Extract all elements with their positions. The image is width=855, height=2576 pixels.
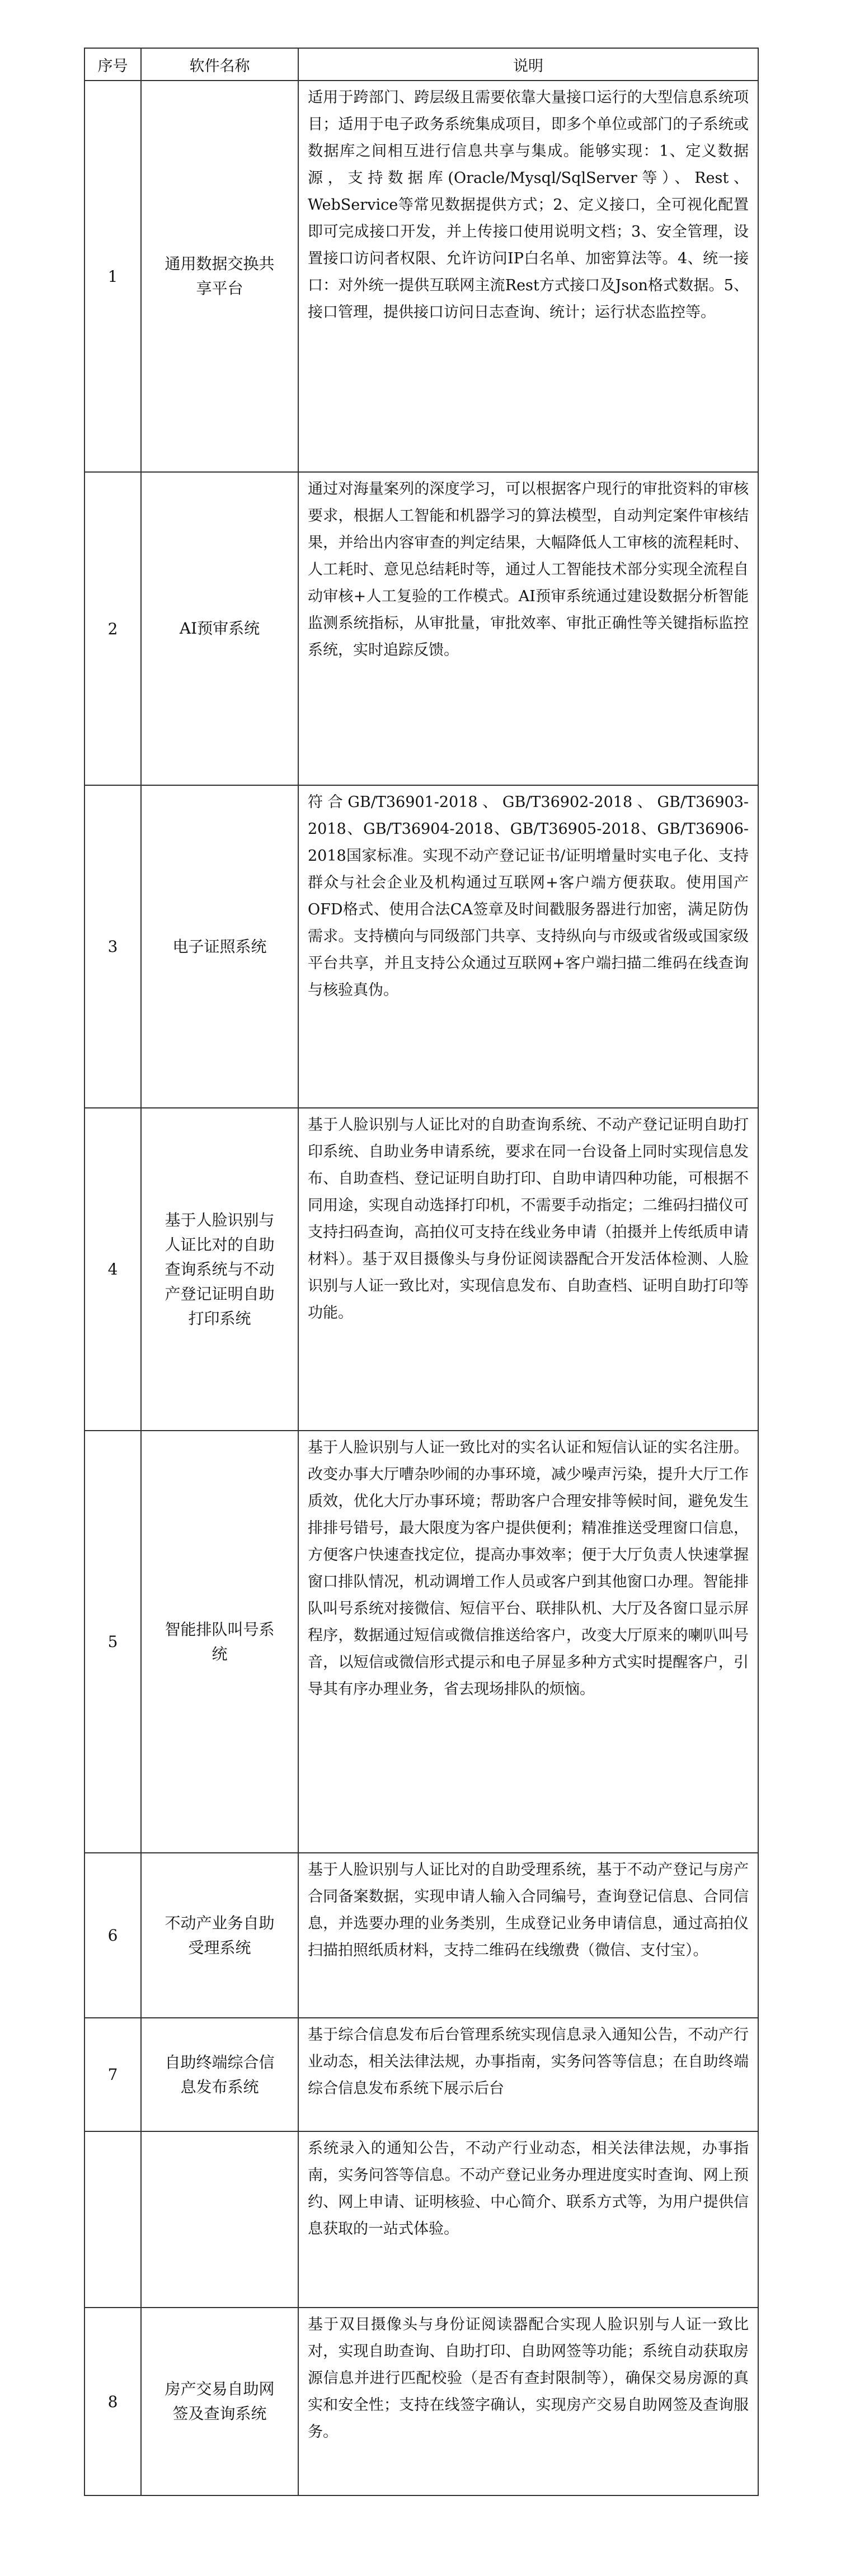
software-description: 基于双目摄像头与身份证阅读器配合实现人脸识别与人证一致比对，实现自助查询、自助打印、自助网签等功能；系统自动获取房源信息并进行匹配校验（是否有查封限制等），确保交易房源的真实和安全性；支持在线签字确认，实现房产交易自助网签及查询服务。: [298, 2308, 758, 2495]
software-name: 基于人脸识别与人证比对的自助查询系统与不动产登记证明自助打印系统: [141, 1108, 298, 1431]
table-row: [84, 2018, 758, 2131]
software-description: 基于综合信息发布后台管理系统实现信息录入通知公告，不动产行业动态，相关法律法规，办事指南，实务问答等信息；在自助终端综合信息发布系统下展示后台: [298, 2018, 758, 2131]
software-name: 自助终端综合信息发布系统: [141, 2018, 298, 2131]
software-name: 不动产业务自助受理系统: [141, 1853, 298, 2018]
software-description: 符合GB/T36901-2018、GB/T36902-2018、GB/T36903-2018、GB/T36904-2018、GB/T36905-2018、GB/T36906-2018国家标准。实现不动产登记证书/证明增量时实电子化、支持群众与社会企业及机构通过互联网+客户端方便获取。使用国产OFD格式、使用合法CA签章及时间戳服务器进行加密，满足防伪需求。支持横向与同级部门共享、支持纵向与市级或省级或国家级平台共享，并且支持公众通过互联网+客户端扫描二维码在线查询与核验真伪。: [298, 785, 758, 1108]
software-table: [84, 48, 759, 2496]
row-number: 8: [84, 2308, 141, 2495]
table-row-continued: [84, 2131, 758, 2308]
software-name: 智能排队叫号系统: [141, 1431, 298, 1853]
table-header-row: [84, 48, 758, 81]
software-name: 房产交易自助网签及查询系统: [141, 2308, 298, 2495]
row-number: 5: [84, 1431, 141, 1853]
table-row: [84, 472, 758, 785]
table-row: [84, 785, 758, 1108]
table-row: [84, 1108, 758, 1431]
row-number: 2: [84, 472, 141, 785]
software-description: 基于人脸识别与人证比对的自助查询系统、不动产登记证明自助打印系统、自助业务申请系统，要求在同一台设备上同时实现信息发布、自助查档、登记证明自助打印、自助申请四种功能，可根据不同用途，实现自动选择打印机，不需要手动指定；二维码扫描仪可支持扫码查询，高拍仪可支持在线业务申请（拍摄并上传纸质申请材料）。基于双目摄像头与身份证阅读器配合开发活体检测、人脸识别与人证一致比对，实现信息发布、自助查档、证明自助打印等功能。: [298, 1108, 758, 1431]
software-description: 系统录入的通知公告，不动产行业动态，相关法律法规，办事指南，实务问答等信息。不动产登记业务办理进度实时查询、网上预约、网上申请、证明核验、中心简介、联系方式等，为用户提供信息获取的一站式体验。: [298, 2131, 758, 2308]
software-description: 基于人脸识别与人证一致比对的实名认证和短信认证的实名注册。改变办事大厅嘈杂吵闹的办事环境，减少噪声污染，提升大厅工作质效，优化大厅办事环境；帮助客户合理安排等候时间，避免发生排排号错号，最大限度为客户提供便利；精准推送受理窗口信息，方便客户快速查找定位，提高办事效率；便于大厅负责人快速掌握窗口排队情况，机动调增工作人员或客户到其他窗口办理。智能排队叫号系统对接微信、短信平台、联排队机、大厅及各窗口显示屏程序，数据通过短信或微信推送给客户，改变大厅原来的喇叭叫号音，以短信或微信形式提示和电子屏显多种方式实时提醒客户，引导其有序办理业务，省去现场排队的烦恼。: [298, 1431, 758, 1853]
row-number: [84, 2131, 141, 2308]
software-description: 基于人脸识别与人证比对的自助受理系统，基于不动产登记与房产合同备案数据，实现申请人输入合同编号，查询登记信息、合同信息，并选要办理的业务类别，生成登记业务申请信息，通过高拍仪扫描拍照纸质材料，支持二维码在线缴费（微信、支付宝）。: [298, 1853, 758, 2018]
software-description: 通过对海量案列的深度学习，可以根据客户现行的审批资料的审核要求，根据人工智能和机器学习的算法模型，自动判定案件审核结果，并给出内容审查的判定结果，大幅降低人工审核的流程耗时、人工耗时、意见总结耗时等，通过人工智能技术部分实现全流程自动审核+人工复验的工作模式。AI预审系统通过建设数据分析智能监测系统指标，从审批量，审批效率、审批正确性等关键指标监控系统，实时追踪反馈。: [298, 472, 758, 785]
table-row: [84, 81, 758, 472]
table-row: [84, 1431, 758, 1853]
row-number: 3: [84, 785, 141, 1108]
header-desc: 说明: [298, 48, 758, 81]
row-number: 4: [84, 1108, 141, 1431]
software-name: 通用数据交换共享平台: [141, 81, 298, 472]
row-number: 6: [84, 1853, 141, 2018]
header-name: 软件名称: [141, 48, 298, 81]
table-row: [84, 1853, 758, 2018]
row-number: 7: [84, 2018, 141, 2131]
table-row: [84, 2308, 758, 2495]
software-name: [141, 2131, 298, 2308]
software-name: 电子证照系统: [141, 785, 298, 1108]
row-number: 1: [84, 81, 141, 472]
header-no: 序号: [84, 48, 141, 81]
software-name: AI预审系统: [141, 472, 298, 785]
software-description: 适用于跨部门、跨层级且需要依靠大量接口运行的大型信息系统项目；适用于电子政务系统集成项目，即多个单位或部门的子系统或数据库之间相互进行信息共享与集成。能够实现：1、定义数据源，支持数据库(Oracle/Mysql/SqlServer等）、Rest、WebService等常见数据提供方式；2、定义接口，全可视化配置即可完成接口开发，并上传接口使用说明文档；3、安全管理，设置接口访问者权限、允许访问IP白名单、加密算法等。4、统一接口：对外统一提供互联网主流Rest方式接口及Json格式数据。5、接口管理，提供接口访问日志查询、统计；运行状态监控等。: [298, 81, 758, 472]
